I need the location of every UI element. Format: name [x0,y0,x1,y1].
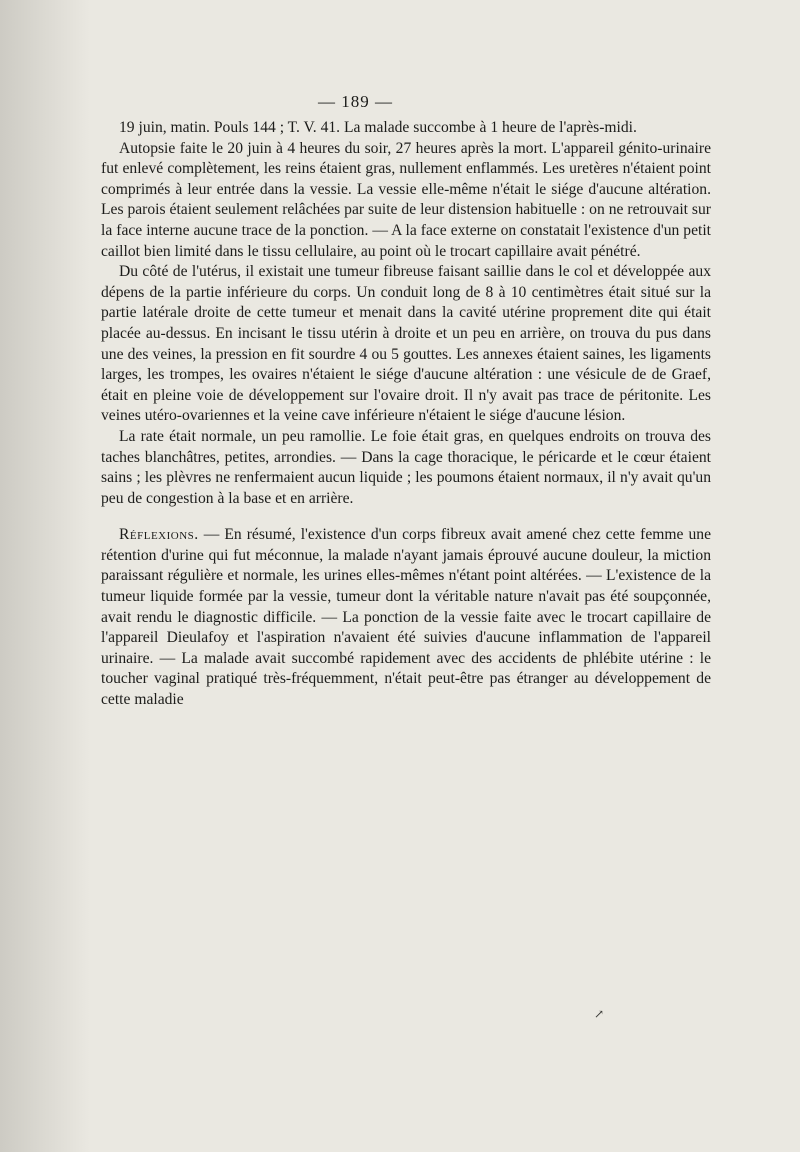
page-number: — 189 — [318,92,393,111]
page-edge-shadow [0,0,90,1152]
ink-mark: ↗ [594,1007,605,1021]
reflexions-heading: Réflexions. [119,526,199,544]
paragraph-autopsie: Autopsie faite le 20 juin à 4 heures du soir, 27 heures après la mort. L'appareil génito-urinaire fut enlevé complètement, les reins étaient gras, nullement enflammés. Les uretères n'étaient point comprimés à leur entrée dans la vessie. La vessie elle-même n'était le siége d'aucune altération. Les parois étaient seulement relâchées par suite de leur distension habituelle : on ne retrouvait sur la face interne aucune trace de la ponction. — A la face externe on constatait l'existence d'un petit caillot bien limité dans le tissu cellulaire, au point où le trocart capillaire avait pénétré. [101,139,711,260]
paragraph-reflexions [101,525,711,710]
body-text [101,118,711,711]
paragraph-1: 19 juin, matin. Pouls 144 ; T. V. 41. La malade succombe à 1 heure de l'après-midi. [119,119,637,136]
paragraph-uterus: Du côté de l'utérus, il existait une tumeur fibreuse faisant saillie dans le col et développée aux dépens de la partie inférieure du corps. Un conduit long de 8 à 10 centimètres était situé sur la partie latérale droite de cette tumeur et menait dans la cavité utérine proprement dite qui était placée au-dessus. En incisant le tissu utérin à droite et un peu en arrière, on trouva du pus dans une des veines, la pression en fit sourdre 4 ou 5 gouttes. Les annexes étaient saines, les ligaments larges, les trompes, les ovaires n'étaient le siége d'aucune altération : une vésicule de de Graef, était en pleine voie de développement sur l'ovaire droit. Il n'y avait pas trace de péritonite. Les veines utéro-ovariennes et la veine cave inférieure n'étaient le siége d'aucune lésion. [101,263,711,425]
paragraph-rate: La rate était normale, un peu ramollie. Le foie était gras, en quelques endroits on trouva des taches blanchâtres, petites, arrondies. — Dans la cage thoracique, le péricarde et le cœur étaient sains ; les plèvres ne renfermaient aucun liquide ; les poumons étaient normaux, il n'y avait qu'un peu de congestion à la base et en arrière. [101,427,711,507]
reflexions-text: — En résumé, l'existence d'un corps fibreux avait amené chez cette femme une rétention d'urine qui fut méconnue, la malade n'ayant jamais éprouvé aucune douleur, la miction paraissant régulière et normale, les urines elles-mêmes n'étant point altérées. — L'existence de la tumeur liquide formée par la vessie, tumeur dont la véritable nature n'avait pas été soupçonnée, avait rendu le diagnostic difficile. — La ponction de la vessie faite avec le trocart capillaire de l'appareil Dieulafoy et l'aspiration n'avaient été suivies d'aucune inflammation de l'appareil urinaire. — La malade avait succombé rapidement avec des accidents de phlébite utérine : le toucher vaginal pratiqué très-fréquemment, n'était peut-être pas étranger au développement de cette maladie [101,526,711,709]
